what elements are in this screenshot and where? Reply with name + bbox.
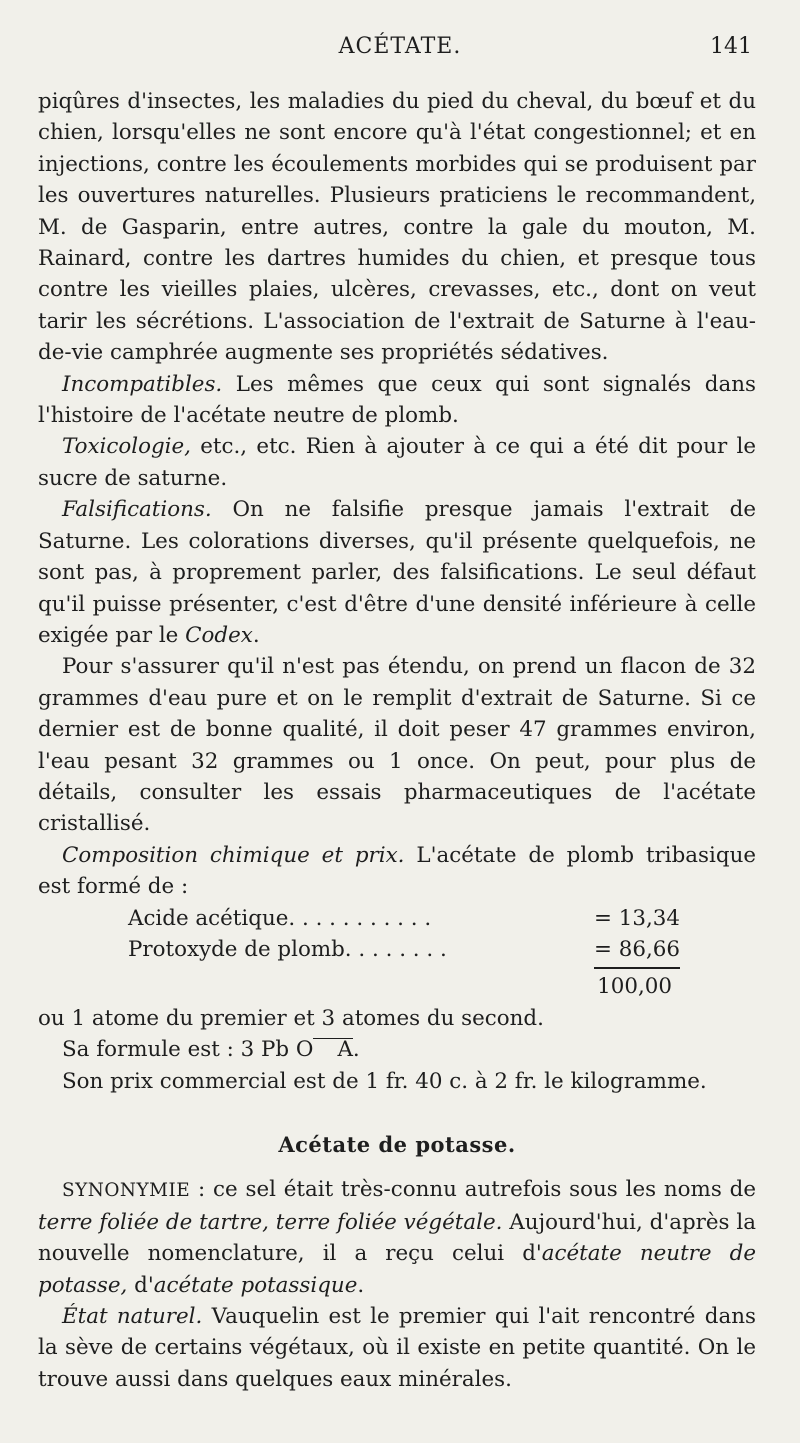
- paragraph-text: piqûres d'insectes, les maladies du pied du cheval, du bœuf et du chien, lorsqu'elles ne sont encore qu'à l'état congestionnel; et en injections, contre les écoulements morbides qui se produisent par les ouvertures naturelles. Plusieurs praticiens le recommandent, M. de Gasparin, entre autres, contre la gale du mouton, M. Rainard, contre les dartres humides du chien, et presque tous contre les vieilles plaies, ulcères, crevasses, etc., dont on veut tarir les sécrétions. L'association de l'extrait de Saturne à l'eau-de-vie camphrée augmente ses propriétés sédatives.: [38, 89, 756, 366]
- section-label-etat-naturel: État naturel.: [62, 1303, 203, 1329]
- paragraph-synonymie: [38, 1174, 756, 1301]
- acetic-acid-symbol: [313, 1037, 353, 1063]
- paragraph-text: ou 1 atome du premier et 3 atomes du second.: [38, 1005, 544, 1031]
- total-value: 100,00: [597, 974, 672, 1000]
- composition-row: [38, 903, 756, 934]
- component-name: Protoxyde de plomb. . . . . . . .: [128, 936, 447, 962]
- section-label-toxicologie: Toxicologie,: [62, 434, 191, 460]
- section-heading: Acétate de potasse.: [278, 1131, 516, 1157]
- paragraph-text: On ne falsifie presque jamais l'extrait de Saturne. Les colorations diverses, qu'il présente quelquefois, ne sont pas, à proprement parler, des falsifications. Le seul défaut qu'il puisse présenter, c'est d'être d'une densité inférieure à celle exigée par le: [38, 497, 756, 648]
- paragraph-text: Sa formule est : 3 Pb O: [62, 1037, 314, 1063]
- paragraph-toxicologie: [38, 431, 756, 494]
- codex-reference: Codex: [185, 622, 253, 648]
- composition-table: [38, 903, 756, 1003]
- paragraph-text: Les mêmes que ceux qui sont signalés dans l'histoire de l'acétate neutre de plomb.: [38, 371, 756, 429]
- paragraph-text: .: [252, 622, 260, 648]
- composition-total: [38, 971, 756, 1002]
- section-label-falsifications: Falsifications.: [62, 497, 212, 523]
- paragraph-text: d': [127, 1272, 154, 1298]
- paragraph-incompatibles: [38, 369, 756, 432]
- section-label-composition: Composition chimique et prix.: [62, 842, 405, 868]
- section-label-incompatibles: Incompatibles.: [62, 371, 223, 397]
- page-body: [38, 86, 756, 1395]
- paragraph-text: .: [357, 1272, 365, 1298]
- paragraph-density-test: [38, 651, 756, 839]
- paragraph-text: etc., etc. Rien à ajouter à ce qui a été dit pour le sucre de saturne.: [38, 434, 756, 491]
- formula-symbol: A: [313, 1038, 352, 1060]
- paragraph-uses: [38, 86, 756, 369]
- running-header: ACÉTATE.: [338, 34, 462, 59]
- paragraph-etat-naturel: [38, 1301, 756, 1395]
- composition-row: [38, 934, 756, 965]
- paragraph-text: .: [352, 1037, 360, 1063]
- paragraph-price: [38, 1066, 756, 1097]
- synonym-term: acétate potassique: [153, 1272, 358, 1298]
- paragraph-text: Vauquelin est le premier qui l'ait rencontré dans la sève de certains végétaux, où il existe en petite quantité. On le trouve aussi dans quelques eaux minérales.: [38, 1303, 756, 1392]
- paragraph-text: : ce sel était très-connu autrefois sous les noms de: [190, 1177, 756, 1203]
- paragraph-text: L'acétate de plomb tribasique est formé de :: [38, 842, 757, 900]
- paragraph-text: Aujourd'hui, d'après la nouvelle nomenclature, il a reçu celui d': [38, 1209, 756, 1267]
- paragraph-atoms: [38, 1003, 756, 1034]
- paragraph-composition: [38, 840, 756, 903]
- synonym-term: acétate neutre de potasse,: [38, 1241, 756, 1298]
- component-name: Acide acétique. . . . . . . . . . .: [128, 905, 432, 931]
- page-number: 141: [710, 34, 752, 59]
- paragraph-text: Pour s'assurer qu'il n'est pas étendu, on prend un flacon de 32 grammes d'eau pure et on le remplit d'extrait de Saturne. Si ce dernier est de bonne qualité, il doit peser 47 grammes environ, l'eau pesant 32 grammes ou 1 once. On peut, pour plus de détails, consulter les essais pharmaceutiques de l'acétate cristallisé.: [38, 654, 756, 837]
- synonym-term: terre foliée de tartre, terre foliée végétale.: [38, 1209, 503, 1235]
- paragraph-falsifications: [38, 494, 756, 651]
- component-value: = 13,34: [594, 905, 680, 931]
- section-label-synonymie: SYNONYMIE: [62, 1180, 191, 1202]
- paragraph-formula: [38, 1034, 756, 1065]
- component-value: = 86,66: [594, 936, 680, 962]
- paragraph-text: Son prix commercial est de 1 fr. 40 c. à 2 fr. le kilogramme.: [62, 1068, 707, 1094]
